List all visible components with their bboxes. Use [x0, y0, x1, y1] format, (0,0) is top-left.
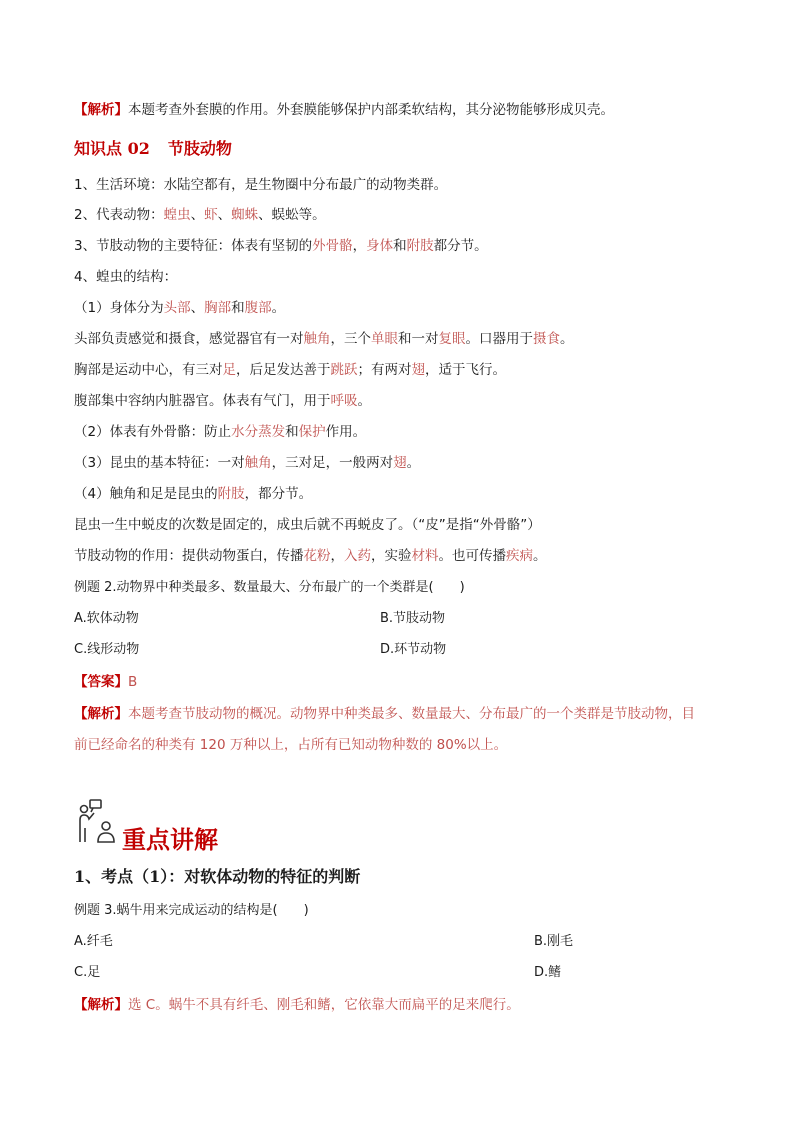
text: 。口器用于 [465, 331, 533, 347]
example-2-analysis-line-1 [74, 704, 695, 724]
answer-value: B [128, 674, 138, 690]
text: 3、节肢动物的主要特征：体表有坚韧的 [74, 238, 313, 254]
item-uses [74, 546, 547, 566]
section-title: 重点讲解 [122, 825, 218, 854]
keyword: 蜘蛛 [231, 207, 259, 223]
text: 头部负责感觉和摄食，感觉器官有一对 [74, 331, 304, 347]
keyword: 跳跃 [330, 362, 358, 378]
keyword: 身体 [366, 238, 394, 254]
keyword: 复眼 [438, 331, 466, 347]
example-3-analysis [74, 995, 520, 1015]
keyword: 腹部 [244, 300, 272, 316]
keyword: 花粉 [303, 548, 331, 564]
knowledge-point-title: 节肢动物 [167, 139, 232, 158]
option-d: D.环节动物 [380, 642, 447, 657]
key-point-subheading: 1、考点（1）：对软体动物的特征的判断 [74, 867, 361, 886]
option-c: C.线形动物 [74, 642, 140, 657]
analysis-text: 选 C。蜗牛不具有纤毛、刚毛和鳍，它依靠大而扁平的足来爬行。 [128, 997, 520, 1013]
text: 腹部集中容纳内脏器官。体表有气门，用于 [74, 393, 331, 409]
question-text: 蜗牛用来完成运动的结构是( ) [116, 903, 309, 918]
example-2-analysis-line-2: 前已经命名的种类有 120 万种以上，占所有已知动物种数的 80%以上。 [74, 737, 508, 753]
text: ；有两对 [357, 362, 412, 378]
item-abdomen [74, 391, 371, 411]
text: 和 [285, 424, 299, 440]
text: 作用。 [325, 424, 367, 440]
option-d: D.鳍 [534, 965, 562, 980]
text: 蜈蚣 [271, 207, 299, 223]
keyword: 触角 [244, 455, 272, 471]
text: 。 [357, 393, 371, 409]
presenter-icon [76, 798, 120, 848]
item-locust-structure: 4、蝗虫的结构： [74, 269, 178, 285]
text: ，后足发达善于 [236, 362, 331, 378]
item-appendages [74, 484, 312, 504]
item-body-parts [74, 298, 285, 318]
keyword: 单眼 [371, 331, 398, 347]
text: 、 [190, 207, 205, 223]
text: ，三个 [330, 331, 371, 347]
example-2-answer [74, 672, 137, 692]
option-b: B.节肢动物 [380, 611, 446, 626]
example-2-question [74, 578, 465, 598]
analysis-tag: 【解析】 [74, 706, 128, 722]
keyword: 翅 [393, 455, 407, 471]
keyword: 疾病 [506, 548, 533, 564]
example-label: 例题 3. [74, 903, 117, 918]
example-3-question [74, 901, 309, 921]
analysis-tag: 【解析】 [74, 997, 128, 1013]
item-environment: 1、生活环境：水陆空都有，是生物圈中分布最广的动物类群。 [74, 177, 448, 193]
top-analysis [74, 100, 614, 120]
question-text: 动物界中种类最多、数量最大、分布最广的一个类群是( ) [116, 580, 465, 595]
text: （2）体表有外骨骼：防止 [74, 424, 232, 440]
text: 和 [393, 238, 407, 254]
answer-tag: 【答案】 [74, 674, 128, 690]
text: ， [330, 548, 344, 564]
knowledge-point-heading [74, 136, 232, 159]
text: 。 [533, 548, 547, 564]
text: ，实验 [371, 548, 412, 564]
option-a: A.软体动物 [74, 611, 139, 626]
keyword: 胸部 [204, 300, 232, 316]
analysis-text: 本题考查节肢动物的概况。动物界中种类最多、数量最大、分布最广的一个类群是节肢动物，目 [128, 706, 695, 722]
item-representatives [74, 205, 326, 225]
keyword: 附肢 [406, 238, 434, 254]
text: 和一对 [398, 331, 439, 347]
text: ， [352, 238, 367, 254]
text: 都分节。 [433, 238, 488, 254]
keyword: 头部 [163, 300, 191, 316]
text: 。 [271, 300, 286, 316]
keyword: 入药 [344, 548, 371, 564]
keyword: 附肢 [217, 486, 245, 502]
keyword: 保护 [298, 424, 326, 440]
item-molting: 昆虫一生中蜕皮的次数是固定的，成虫后就不再蜕皮了。（“皮”是指“外骨骼”） [74, 517, 541, 533]
text: （4）触角和足是昆虫的 [74, 486, 218, 502]
option-c: C.足 [74, 965, 101, 980]
example-label: 例题 2. [74, 580, 117, 595]
keyword: 呼吸 [330, 393, 358, 409]
text: 、 [258, 207, 272, 223]
item-insect-features [74, 453, 420, 473]
keyword: 材料 [411, 548, 439, 564]
text: （1）身体分为 [74, 300, 164, 316]
keyword: 摄食 [533, 331, 560, 347]
text: 。 [560, 331, 574, 347]
text: 。 [406, 455, 421, 471]
text: ，适于飞行。 [425, 362, 506, 378]
text: 和 [231, 300, 245, 316]
keyword: 翅 [411, 362, 425, 378]
text: 。也可传播 [438, 548, 506, 564]
keyword: 触角 [303, 331, 331, 347]
item-exoskeleton [74, 422, 366, 442]
item-chest [74, 360, 506, 380]
keyword: 水分蒸发 [231, 424, 286, 440]
keyword: 外骨骼 [312, 238, 353, 254]
text: 2、代表动物： [74, 207, 164, 223]
text: ，三对足，一般两对 [271, 455, 394, 471]
analysis-text: 本题考查外套膜的作用。外套膜能够保护内部柔软结构，其分泌物能够形成贝壳。 [128, 102, 614, 118]
option-b: B.刚毛 [534, 934, 574, 949]
knowledge-point-label: 知识点 02 [74, 139, 150, 158]
option-a: A.纤毛 [74, 934, 113, 949]
item-features [74, 236, 488, 256]
keyword: 虾 [204, 207, 218, 223]
text: 、 [217, 207, 232, 223]
keyword: 足 [222, 362, 236, 378]
analysis-tag: 【解析】 [74, 102, 128, 118]
item-head [74, 329, 574, 349]
text: 胸部是运动中心，有三对 [74, 362, 223, 378]
text: ，都分节。 [244, 486, 313, 502]
keyword: 蝗虫 [163, 207, 191, 223]
text: 、 [190, 300, 205, 316]
text: 等。 [298, 207, 326, 223]
text: （3）昆虫的基本特征：一对 [74, 455, 245, 471]
text: 节肢动物的作用：提供动物蛋白，传播 [74, 548, 304, 564]
